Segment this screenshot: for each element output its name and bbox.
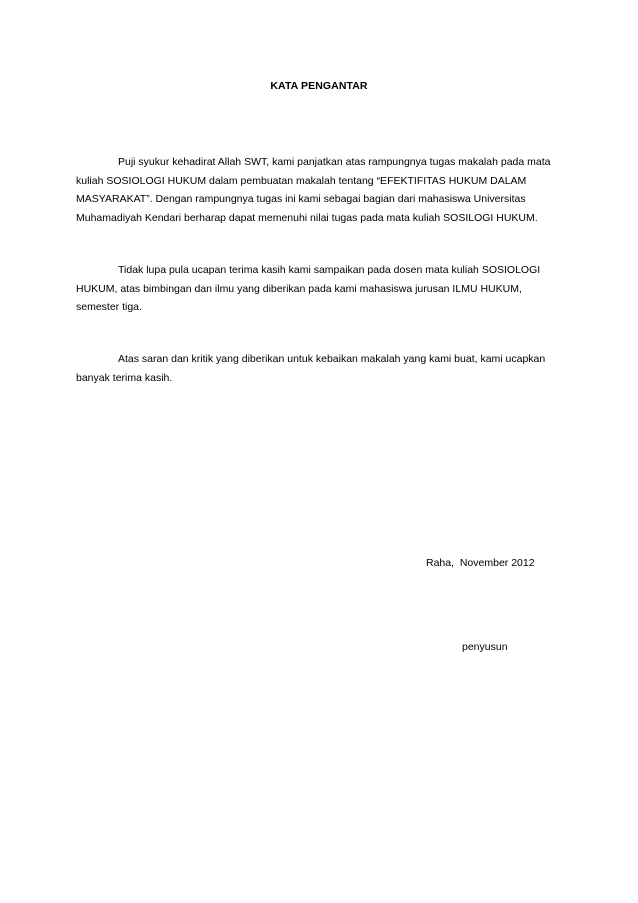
paragraph-line: HUKUM, atas bimbingan dan ilmu yang diberikan pada kami mahasiswa jurusan ILMU HUKUM,: [76, 282, 522, 295]
paragraph-closing: [76, 350, 560, 387]
paragraph-line: banyak terima kasih.: [76, 371, 173, 384]
paragraph-line: Tidak lupa pula ucapan terima kasih kami sampaikan pada dosen mata kuliah SOSIOLOGI: [118, 264, 541, 276]
paragraph-line: semester tiga.: [76, 301, 142, 314]
paragraph-line: Puji syukur kehadirat Allah SWT, kami panjatkan atas rampungnya tugas makalah pada mata: [118, 156, 551, 168]
paragraph-thanks: [76, 261, 560, 317]
place-date: Raha, November 2012: [426, 557, 535, 569]
paragraph-line: Muhamadiyah Kendari berharap dapat memenuhi nilai tugas pada mata kuliah SOSILOGI HUKUM.: [76, 212, 538, 225]
paragraph-line: kuliah SOSIOLOGI HUKUM dalam pembuatan makalah tentang “EFEKTIFITAS HUKUM DALAM: [76, 174, 527, 187]
paragraph-line: Atas saran dan kritik yang diberikan untuk kebaikan makalah yang kami buat, kami ucapkan: [118, 353, 546, 365]
paragraph-gratitude: [76, 153, 560, 228]
paragraph-line: MASYARAKAT”. Dengan rampungnya tugas ini kami sebagai bagian dari mahasiswa Universitas: [76, 193, 526, 206]
document-title: KATA PENGANTAR: [270, 80, 368, 92]
signer-label: penyusun: [462, 641, 508, 653]
